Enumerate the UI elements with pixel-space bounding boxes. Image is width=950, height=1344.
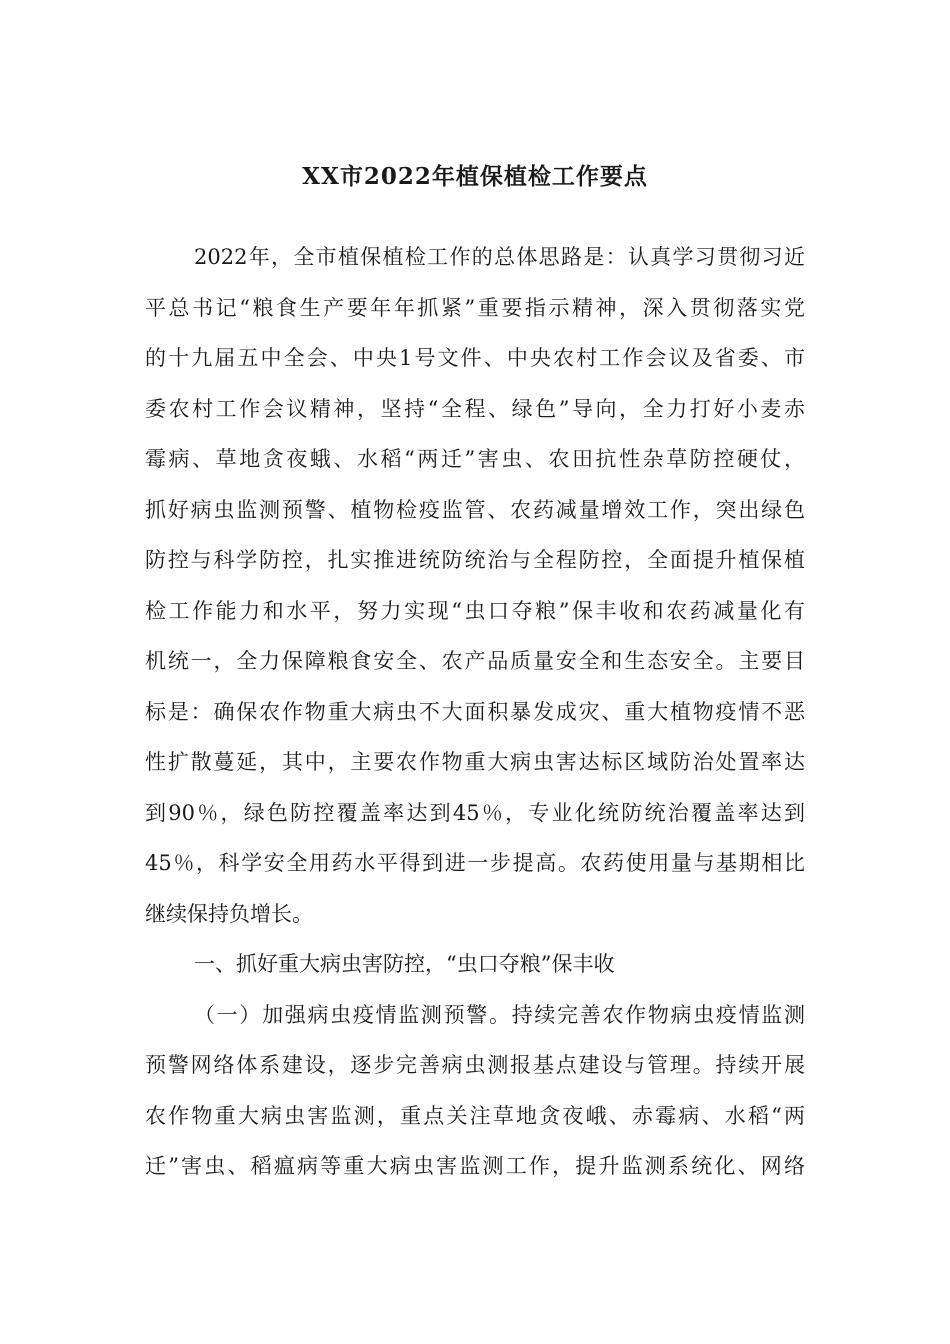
- body-line: 防控与科学防控，扎实推进统防统治与全程防控，全面提升植保植: [145, 548, 805, 572]
- body-line: 一、抓好重大病虫害防控，“虫口夺粮”保丰收: [194, 952, 615, 976]
- body-line: 检工作能力和水平，努力实现“虫口夺粮”保丰收和农药减量化有: [145, 598, 805, 623]
- document-body: [145, 232, 805, 1192]
- body-line: （一）加强病虫疫情监测预警。持续完善农作物病虫疫情监测: [194, 1002, 805, 1027]
- body-line: 继续保持负增长。: [145, 901, 313, 926]
- body-line: 的十九届五中全会、中央1号文件、中央农村工作会议及省委、市: [145, 346, 805, 370]
- body-line: 机统一，全力保障粮食安全、农产品质量安全和生态安全。主要目: [145, 649, 805, 673]
- body-line: 委农村工作会议精神，坚持“全程、绿色”导向，全力打好小麦赤: [145, 396, 805, 421]
- body-line: 到90％，绿色防控覆盖率达到45％，专业化统防统治覆盖率达到: [145, 800, 805, 825]
- body-line: 农作物重大病虫害监测，重点关注草地贪夜峨、赤霉病、水稻“两: [145, 1103, 805, 1128]
- body-line: 霉病、草地贪夜蛾、水稻“两迁”害虫、农田抗性杂草防控硬仗，: [145, 447, 805, 471]
- body-line: 2022年，全市植保植检工作的总体思路是：认真学习贯彻习近: [194, 245, 805, 269]
- body-line: 标是：确保农作物重大病虫不大面积暴发成灾、重大植物疫情不恶: [145, 699, 805, 724]
- body-line: 平总书记“粮食生产要年年抓紧”重要指示精神，深入贯彻落实党: [145, 295, 805, 320]
- body-line: 抓好病虫监测预警、植物检疫监管、农药减量增效工作，突出绿色: [145, 497, 805, 522]
- body-line: 预警网络体系建设，逐步完善病虫测报基点建设与管理。持续开展: [145, 1053, 805, 1077]
- body-line: 性扩散蔓延，其中，主要农作物重大病虫害达标区域防治处置率达: [145, 750, 805, 774]
- body-line: 45％，科学安全用药水平得到进一步提高。农药使用量与基期相比: [145, 851, 805, 875]
- body-line: 迁”害虫、稻瘟病等重大病虫害监测工作，提升监测系统化、网络: [145, 1154, 805, 1178]
- document-title: XX市2022年植保植检工作要点: [302, 163, 648, 190]
